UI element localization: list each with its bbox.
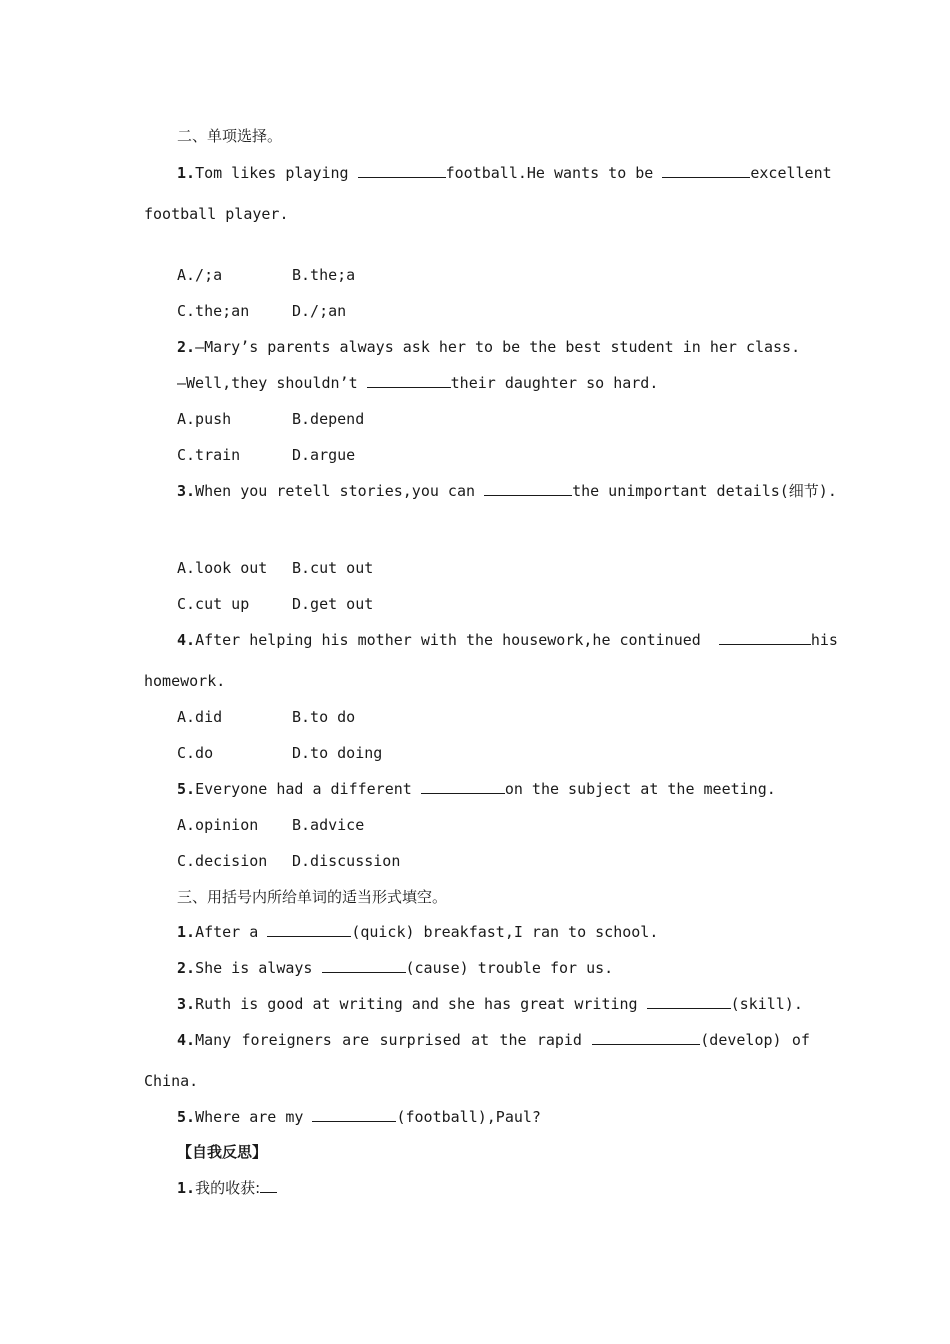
- mc-question-1-continued: football player.: [144, 205, 289, 223]
- option-d: D.to doing: [292, 744, 383, 762]
- fill-question-1: 1.After a (quick) breakfast,I ran to school.: [177, 923, 659, 941]
- mc-question-3: 3.When you retell stories,you can the unimportant details(细节).: [177, 482, 837, 500]
- answer-blank[interactable]: [719, 631, 811, 645]
- option-d: D.discussion: [292, 852, 401, 870]
- mc-question-4: 4.After helping his mother with the housework,he continued his: [177, 631, 838, 649]
- fill-question-3: 3.Ruth is good at writing and she has great writing (skill).: [177, 995, 803, 1013]
- question-number: 4.: [177, 1031, 196, 1049]
- question-number: 2.: [177, 338, 196, 356]
- answer-blank[interactable]: [662, 164, 750, 178]
- option-a: A.opinion: [177, 816, 259, 834]
- fill-question-2: 2.She is always (cause) trouble for us.: [177, 959, 614, 977]
- reflection-title: 【自我反思】: [177, 1143, 268, 1161]
- option-c: C.train: [177, 446, 241, 464]
- option-b: B.depend: [292, 410, 365, 428]
- option-a: A.did: [177, 708, 223, 726]
- mc-question-2: 2.—Mary’s parents always ask her to be the best student in her class.: [177, 338, 801, 356]
- section-title-fill-in: 三、用括号内所给单词的适当形式填空。: [177, 888, 448, 906]
- question-number: 4.: [177, 631, 196, 649]
- option-a: A./;a: [177, 266, 223, 284]
- reflection-item-1: 1.我的收获:: [177, 1178, 277, 1198]
- question-number: 5.: [177, 1108, 196, 1126]
- mc-question-2-reply: —Well,they shouldn’t their daughter so hard.: [177, 374, 659, 392]
- question-number: 2.: [177, 959, 196, 977]
- answer-blank[interactable]: [421, 780, 505, 794]
- answer-blank[interactable]: [367, 374, 451, 388]
- fill-question-5: 5.Where are my (football),Paul?: [177, 1108, 541, 1126]
- option-c: C.the;an: [177, 302, 250, 320]
- answer-blank[interactable]: [322, 959, 406, 973]
- mc-question-4-continued: homework.: [144, 672, 226, 690]
- option-b: B.the;a: [292, 266, 356, 284]
- answer-blank[interactable]: [267, 923, 351, 937]
- option-b: B.cut out: [292, 559, 374, 577]
- fill-question-4: 4.Many foreigners are surprised at the rapid (develop) of: [177, 1031, 810, 1049]
- option-d: D./;an: [292, 302, 347, 320]
- fill-question-4-continued: China.: [144, 1072, 199, 1090]
- option-b: B.to do: [292, 708, 356, 726]
- answer-blank[interactable]: [484, 482, 572, 496]
- answer-blank[interactable]: [312, 1108, 396, 1122]
- answer-blank[interactable]: [358, 164, 446, 178]
- mc-question-1: 1.Tom likes playing football.He wants to be excellent: [177, 164, 832, 182]
- section-title-multiple-choice: 二、单项选择。: [177, 127, 283, 145]
- question-number: 1.: [177, 923, 196, 941]
- answer-blank[interactable]: [260, 1179, 277, 1193]
- answer-blank[interactable]: [647, 995, 731, 1009]
- option-a: A.look out: [177, 559, 268, 577]
- question-number: 3.: [177, 482, 196, 500]
- question-number: 3.: [177, 995, 196, 1013]
- mc-question-5: 5.Everyone had a different on the subject at the meeting.: [177, 780, 776, 798]
- question-number: 5.: [177, 780, 196, 798]
- answer-blank[interactable]: [592, 1031, 700, 1045]
- option-c: C.decision: [177, 852, 268, 870]
- option-b: B.advice: [292, 816, 365, 834]
- option-d: D.get out: [292, 595, 374, 613]
- question-number: 1.: [177, 164, 196, 182]
- option-c: C.cut up: [177, 595, 250, 613]
- option-d: D.argue: [292, 446, 356, 464]
- option-c: C.do: [177, 744, 214, 762]
- option-a: A.push: [177, 410, 232, 428]
